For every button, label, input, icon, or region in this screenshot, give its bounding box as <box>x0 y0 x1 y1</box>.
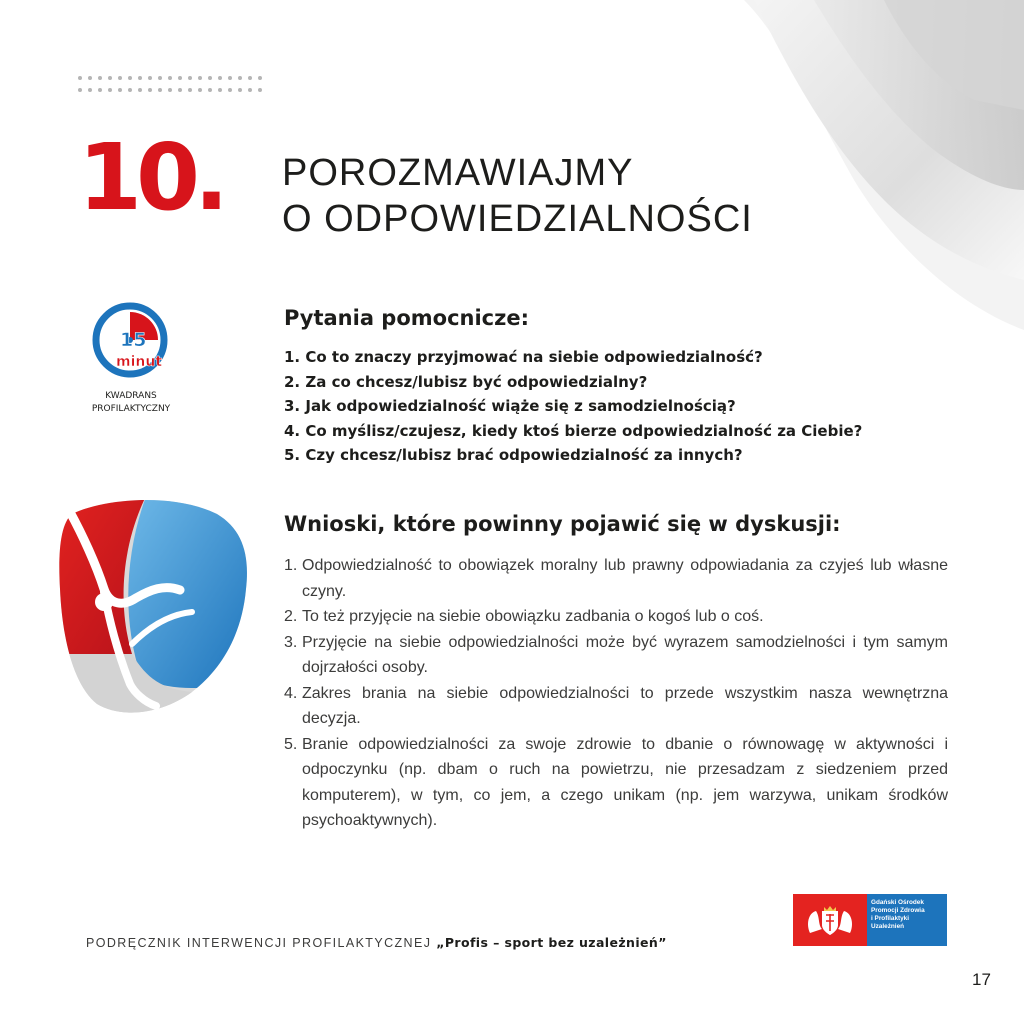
question-item: 2. Za co chcesz/lubisz być odpowiedzialny? <box>284 372 648 391</box>
question-item: 5. Czy chcesz/lubisz brać odpowiedzialność za innych? <box>284 446 743 464</box>
section-title <box>282 150 753 242</box>
org-name-line3: i Profilaktyki <box>871 915 910 922</box>
kwadrans-badge <box>72 302 190 418</box>
conclusion-text: Zakres brania na siebie odpowiedzialności to przede wszystkim nasza wewnętrzna decyzja. <box>302 684 948 727</box>
conclusion-number: 3. <box>284 633 298 651</box>
conclusion-text: Branie odpowiedzialności za swoje zdrowie to dbanie o równowagę w aktywności i odpoczynku (np. dbam o ruch na powietrzu, nie przesadzam z siedzeniem przed komputerem), w tym, co jem, a czego unikam (np. jem warzywa, unikam środków psychoaktywnych). <box>302 735 948 829</box>
conclusion-text: To też przyjęcie na siebie obowiązku zadbania o kogoś lub o coś. <box>302 608 764 625</box>
section-title-line2: O ODPOWIEDZIALNOŚCI <box>282 198 753 240</box>
clock-icon <box>84 302 178 386</box>
conclusion-item <box>284 630 948 681</box>
badge-caption-line2: PROFILAKTYCZNY <box>91 404 171 414</box>
conclusion-item <box>284 553 948 604</box>
dotted-divider <box>78 74 268 96</box>
question-item: 4. Co myślisz/czujesz, kiedy ktoś bierze odpowiedzialność za Ciebie? <box>284 421 863 440</box>
badge-caption <box>72 390 190 416</box>
conclusion-number: 4. <box>284 684 298 702</box>
conclusions-list <box>284 553 948 834</box>
org-name-line1: Gdański Ośrodek <box>871 899 924 906</box>
conclusion-item <box>284 732 948 834</box>
section-number: 10. <box>78 124 223 231</box>
conclusion-number: 5. <box>284 735 298 753</box>
footer-prefix: PODRĘCZNIK INTERWENCJI PROFILAKTYCZNEJ <box>86 936 437 950</box>
org-logo <box>793 894 947 946</box>
conclusion-number: 1. <box>284 557 298 574</box>
badge-unit: minut <box>116 354 163 370</box>
questions-list <box>284 345 862 468</box>
badge-value: 15 <box>120 329 147 351</box>
footer-title: „Profis – sport bez uzależnień” <box>436 935 667 950</box>
section-title-line1: POROZMAWIAJMY <box>282 152 634 194</box>
org-name <box>867 894 947 946</box>
conclusion-number: 2. <box>284 608 298 625</box>
conclusions-heading: Wnioski, które powinny pojawić się w dyskusji: <box>284 512 841 536</box>
org-name-line2: Promocji Zdrowia <box>871 907 925 914</box>
conclusion-item <box>284 604 948 630</box>
gymnast-logo <box>52 494 252 724</box>
question-item: 3. Jak odpowiedzialność wiąże się z samodzielnością? <box>284 397 736 415</box>
org-name-line4: Uzależnień <box>871 923 905 930</box>
gdansk-coat-of-arms-icon <box>793 894 867 946</box>
badge-caption-line1: KWADRANS <box>105 391 157 401</box>
questions-heading: Pytania pomocnicze: <box>284 306 529 330</box>
question-item: 1. Co to znaczy przyjmować na siebie odpowiedzialność? <box>284 348 763 366</box>
conclusion-text: Odpowiedzialność to obowiązek moralny lub prawny odpowiadania za czyjeś lub własne czyny. <box>302 557 948 600</box>
conclusion-item <box>284 681 948 732</box>
page-number: 17 <box>972 970 991 989</box>
footer-text <box>86 935 667 950</box>
conclusion-text: Przyjęcie na siebie odpowiedzialności może być wyrazem samodzielności i tym samym dojrzałości osoby. <box>302 633 948 676</box>
